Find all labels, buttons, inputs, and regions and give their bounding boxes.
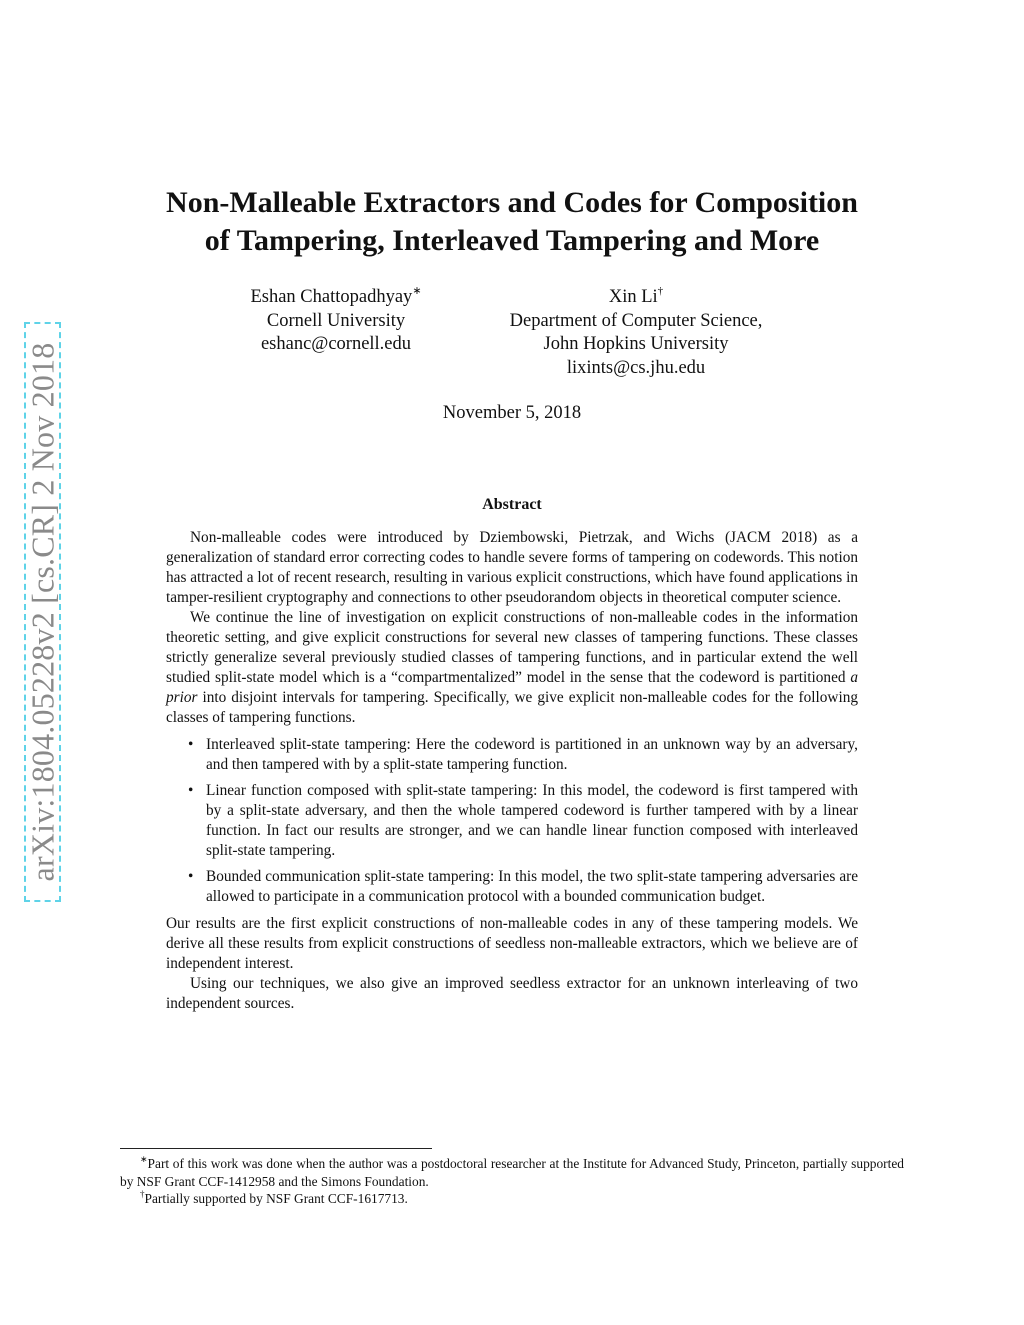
author-1-affiliation: Cornell University — [266, 310, 406, 331]
footnote-2-mark: † — [140, 1189, 145, 1199]
author-2-footnote-mark[interactable]: † — [657, 285, 664, 297]
title-line-2: of Tampering, Interleaved Tampering and More — [204, 224, 820, 257]
abstract-paragraph-2-start: We continue the line of investigation on explicit constructions of non-malleable codes in the information theoretic setting, and give explicit constructions for several new classes of tampering functions. These classes strictly generalize several previously studied classes of tampering functions, and in particular extend the well studied split-state model which is a “compartmentalized” model in the sense that the codeword is partitioned — [166, 609, 858, 686]
bullet-icon: • — [188, 736, 194, 753]
author-1-email[interactable]: eshanc@cornell.edu — [260, 334, 412, 354]
footnote-1-mark: ∗ — [140, 1154, 148, 1164]
abstract-paragraph-4: Using our techniques, we also give an improved seedless extractor for an unknown interleaving of two independent sources. — [166, 975, 858, 1012]
publication-date: November 5, 2018 — [442, 403, 582, 423]
author-1-name: Eshan Chattopadhyay — [250, 287, 413, 307]
author-1-footnote-mark[interactable]: ∗ — [412, 285, 422, 297]
footnote-1-text: Part of this work was done when the author was a postdoctoral researcher at the Institute for Advanced Study, Princeton, partially supported by NSF Grant CCF-1412958 and the Simons Foundation. — [120, 1156, 904, 1189]
abstract-body — [166, 528, 858, 1014]
footnotes — [120, 1148, 904, 1208]
abstract-paragraph-3: Our results are the first explicit constructions of non-malleable codes in any of these tampering models. We derive all these results from explicit constructions of seedless non-malleable extractors, which we believe are of independent interest. — [166, 915, 858, 972]
paper-title — [100, 184, 924, 260]
bullet-icon: • — [188, 782, 194, 799]
author-2 — [476, 286, 796, 380]
list-item-text: Linear function composed with split-state tampering: In this model, the codeword is first tampered with by a split-state adversary, and then the whole tampered codeword is further tampered with by a linear function. In fact our results are stronger, and we can handle linear function composed with interleaved split-state tampering. — [206, 782, 858, 859]
author-2-department: Department of Computer Science, — [509, 310, 763, 331]
list-item — [166, 735, 858, 775]
list-item — [166, 781, 858, 861]
abstract-paragraph-1: Non-malleable codes were introduced by Dziembowski, Pietrzak, and Wichs (JACM 2018) as a generalization of standard error correcting codes to handle severe forms of tampering on codewords. This notion has attracted a lot of recent research, resulting in various explicit constructions, which have found applications in tamper-resilient cryptography and connections to other pseudorandom objects in theoretical computer science. — [166, 529, 858, 606]
footnote-1 — [120, 1155, 904, 1190]
bullet-icon: • — [188, 868, 194, 885]
list-item — [166, 867, 858, 907]
tampering-classes-list — [166, 735, 858, 907]
author-2-name: Xin Li — [608, 287, 658, 307]
footnote-2 — [120, 1190, 904, 1208]
abstract-paragraph-2 — [166, 608, 858, 728]
author-2-email[interactable]: lixints@cs.jhu.edu — [566, 357, 706, 378]
list-item-text: Bounded communication split-state tampering: In this model, the two split-state tampering adversaries are allowed to participate in a communication protocol with a bounded communication budget. — [206, 868, 858, 905]
author-2-affiliation: John Hopkins University — [543, 334, 729, 354]
abstract-italic-term: a prior — [166, 669, 858, 706]
abstract-heading: Abstract — [482, 496, 542, 513]
author-1 — [216, 286, 456, 357]
arxiv-identifier[interactable]: arXiv:1804.05228v2 [cs.CR] 2 Nov 2018 — [24, 342, 60, 882]
footnote-2-text: Partially supported by NSF Grant CCF-1617713. — [144, 1191, 408, 1206]
list-item-text: Interleaved split-state tampering: Here the codeword is partitioned in an unknown way by an adversary, and then tampered with by a split-state tampering function. — [206, 736, 858, 773]
title-line-1: Non-Malleable Extractors and Codes for Composition — [166, 186, 858, 219]
abstract-paragraph-2-end: into disjoint intervals for tampering. Specifically, we give explicit non-malleable codes for the following classes of tampering functions. — [166, 689, 858, 726]
footnote-divider — [120, 1148, 432, 1149]
